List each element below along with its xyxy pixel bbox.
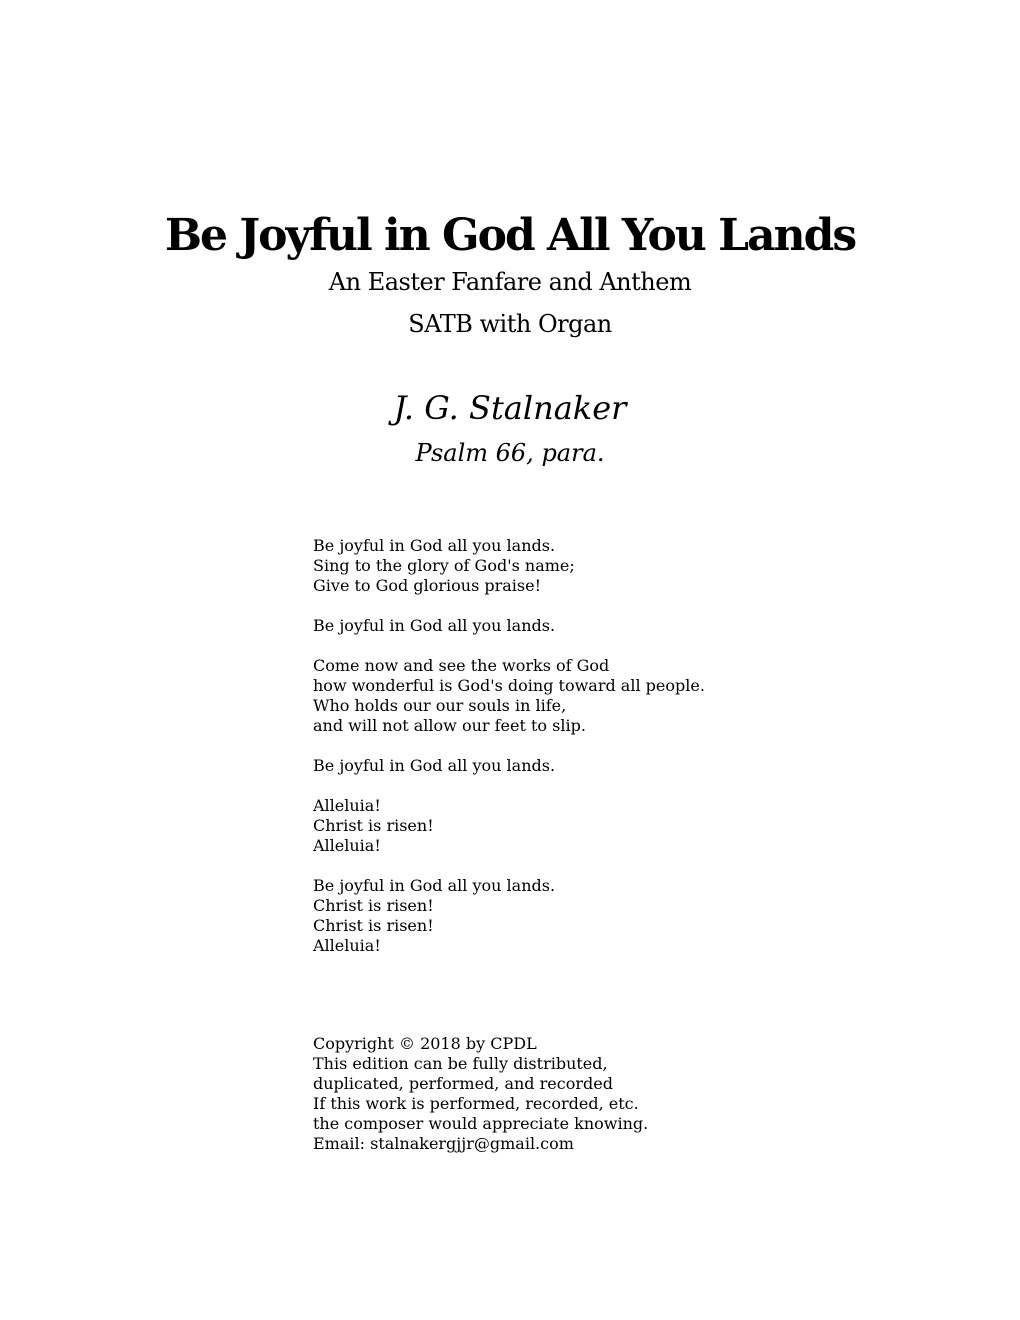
copyright-line: Copyright © 2018 by CPDL <box>313 1034 537 1053</box>
lyric-line: Be joyful in God all you lands. <box>313 536 556 555</box>
lyrics-stanza <box>313 876 953 956</box>
lyrics-stanza <box>313 656 953 736</box>
lyrics-stanza <box>313 756 953 776</box>
copyright-line: duplicated, performed, and recorded <box>313 1074 613 1093</box>
subtitle: An Easter Fanfare and Anthem <box>328 268 692 296</box>
composer-name: J. G. Stalnaker <box>393 389 627 427</box>
lyric-line: Be joyful in God all you lands. <box>313 756 556 775</box>
lyrics-stanza <box>313 796 953 856</box>
lyric-line: Alleluia! <box>313 796 381 815</box>
lyric-line: Sing to the glory of God's name; <box>313 556 575 575</box>
lyric-line: Christ is risen! <box>313 896 434 915</box>
copyright-line: the composer would appreciate knowing. <box>313 1114 649 1133</box>
lyric-line: Come now and see the works of God <box>313 656 610 675</box>
copyright-notice <box>313 1034 953 1154</box>
lyric-line: Alleluia! <box>313 836 381 855</box>
lyric-line: Christ is risen! <box>313 816 434 835</box>
lyrics <box>313 536 953 976</box>
lyric-line: Be joyful in God all you lands. <box>313 876 556 895</box>
lyric-line: Be joyful in God all you lands. <box>313 616 556 635</box>
lyrics-stanza <box>313 616 953 636</box>
lyric-line: Christ is risen! <box>313 916 434 935</box>
copyright-line: This edition can be fully distributed, <box>313 1054 608 1073</box>
lyric-line: Give to God glorious praise! <box>313 576 542 595</box>
copyright-line: If this work is performed, recorded, etc. <box>313 1094 639 1113</box>
lyric-line: how wonderful is God's doing toward all people. <box>313 676 705 695</box>
lyric-line: Who holds our our souls in life, <box>313 696 567 715</box>
voicing: SATB with Organ <box>408 310 612 338</box>
lyrics-stanza <box>313 536 953 596</box>
page-title: Be Joyful in God All You Lands <box>164 210 856 261</box>
text-source: Psalm 66, para. <box>415 439 605 467</box>
lyric-line: Alleluia! <box>313 936 381 955</box>
email-line: Email: stalnakergjjr@gmail.com <box>313 1134 574 1153</box>
lyric-line: and will not allow our feet to slip. <box>313 716 586 735</box>
